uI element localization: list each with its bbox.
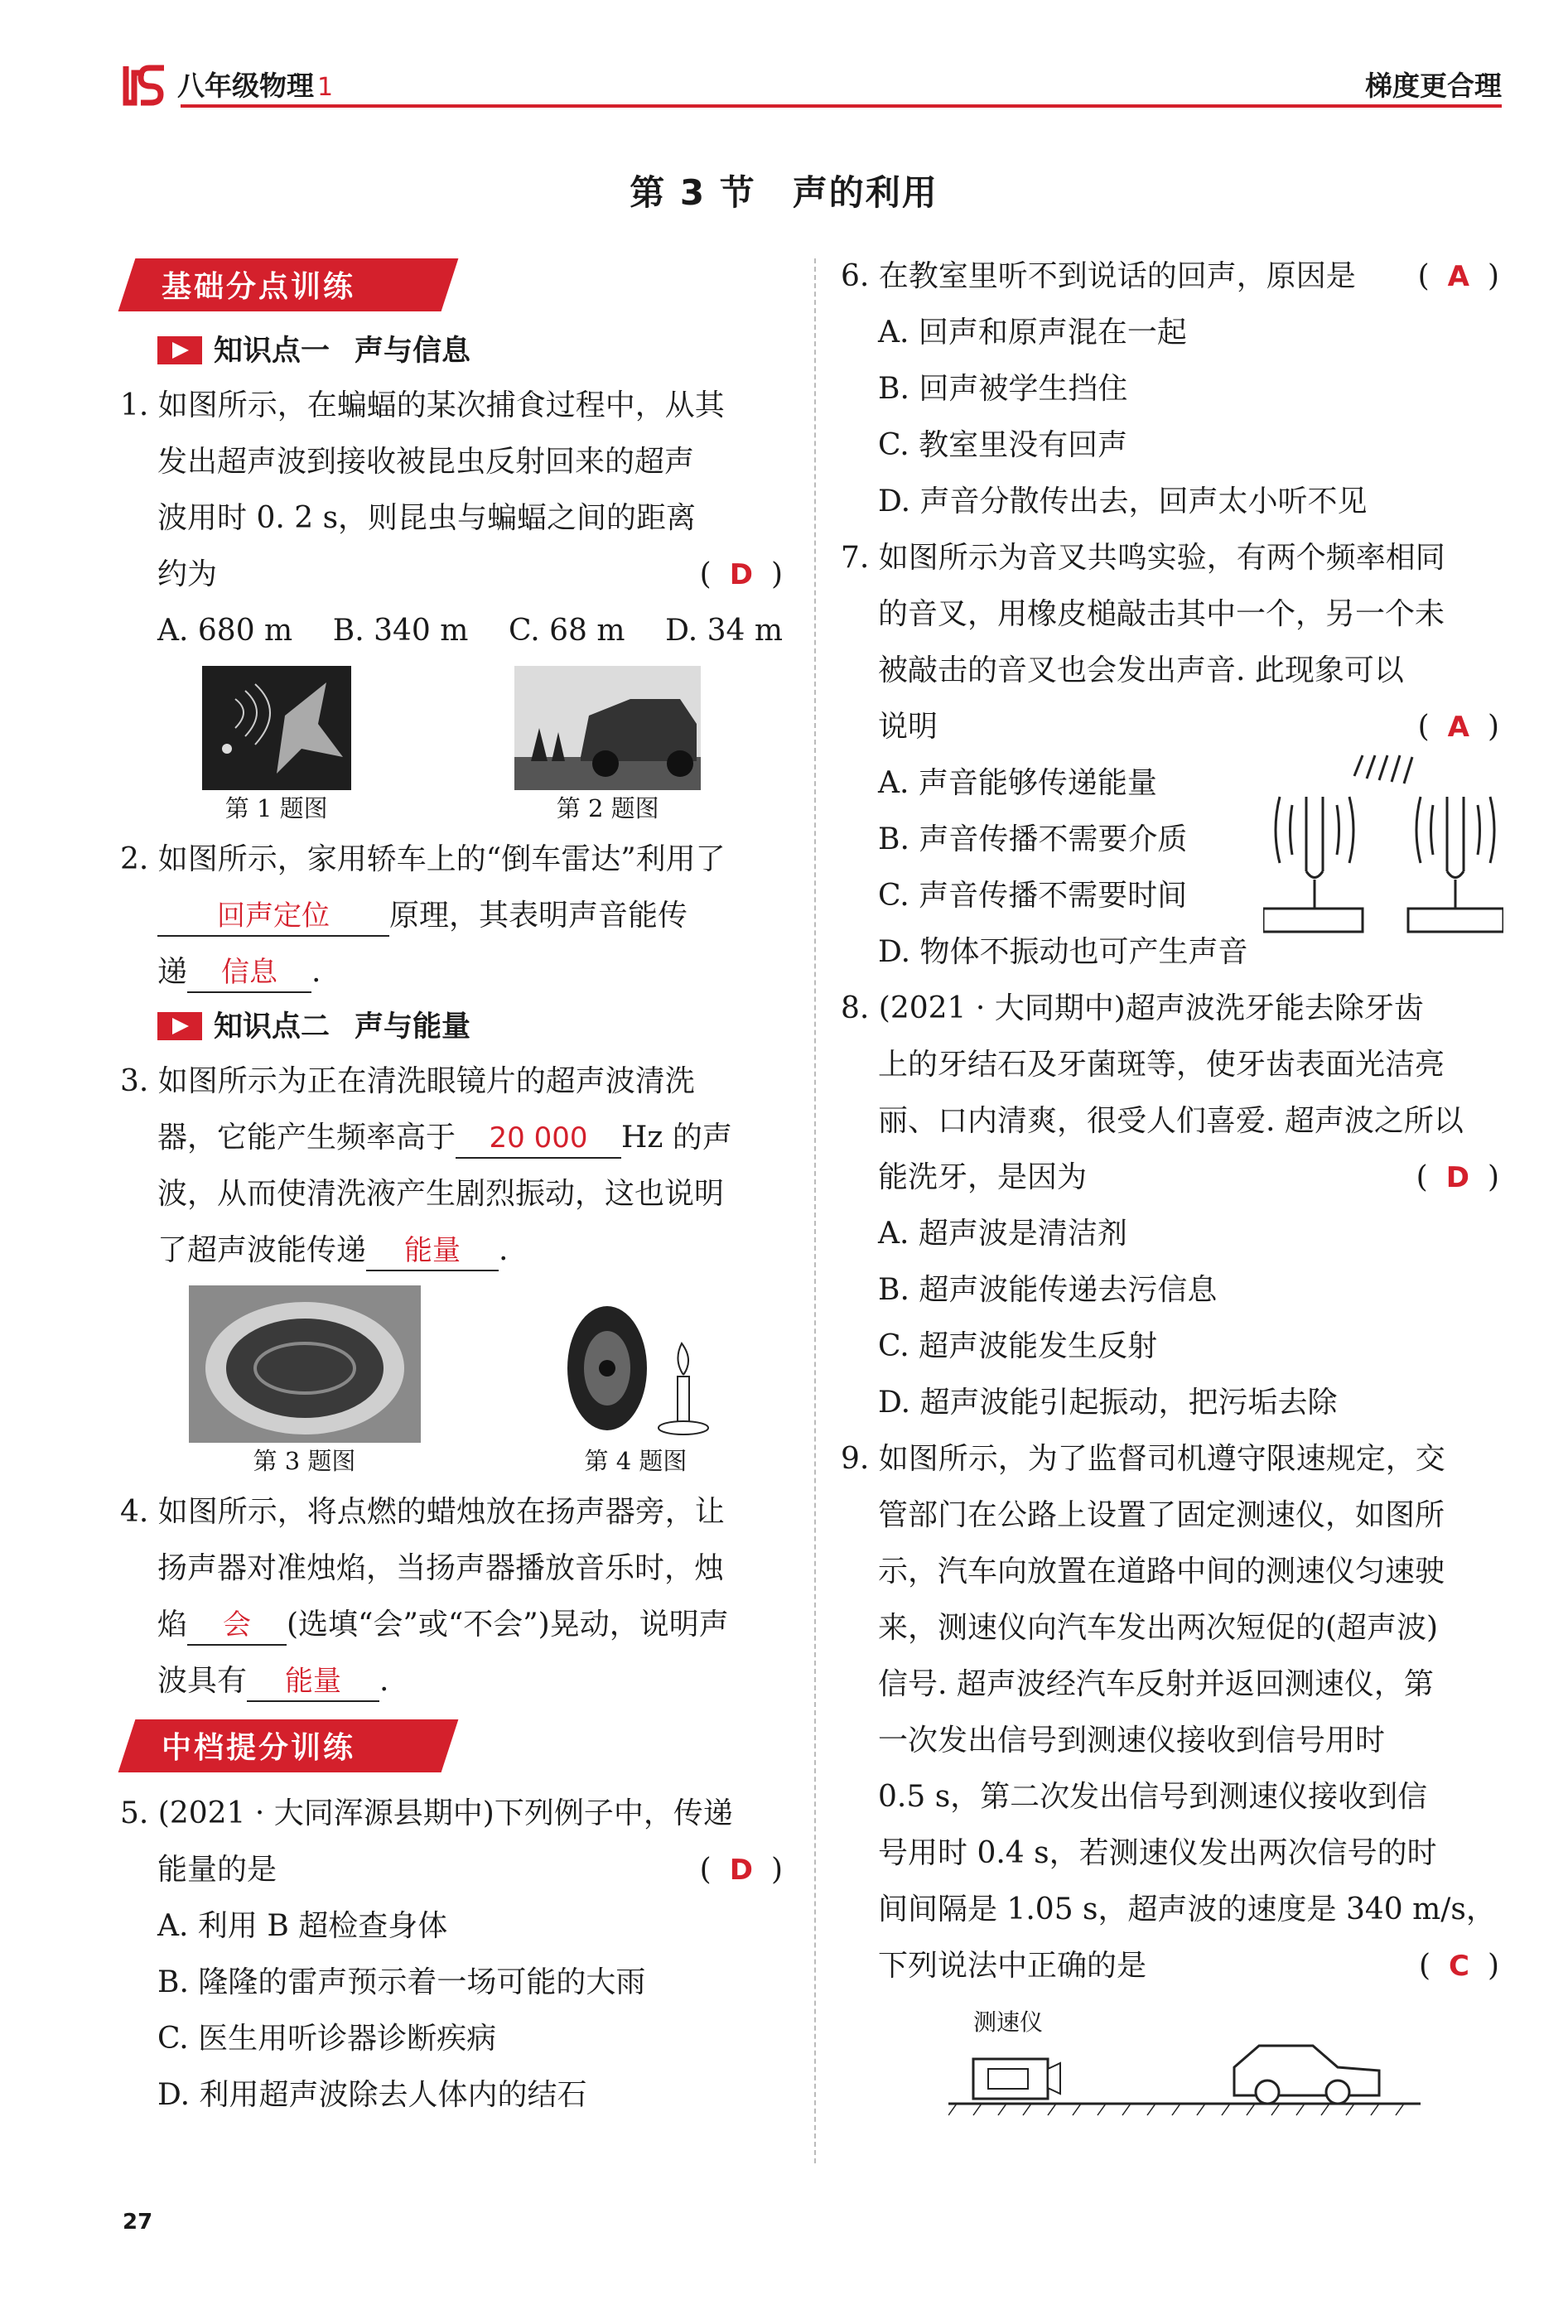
question-1: 1. 如图所示，在蝙蝠的某次捕食过程中，从其 发出超声波到接收被昆虫反射回来的超声 波用时 0. 2 s，则昆虫与蝙蝠之间的距离 约为 ( D ) A. 680 m B. 340 m C. 68 m D. 34 m: [120, 378, 783, 659]
page-header: [123, 58, 1502, 109]
banner-mid-training: 中档提分训练: [120, 1716, 783, 1776]
figure-3: 第 3 题图: [189, 1285, 421, 1479]
question-2: 2. 如图所示，家用轿车上的“倒车雷达”利用了 回声定位 原理，其表明声音能传 递 信息 .: [120, 832, 783, 1000]
column-divider: [814, 258, 816, 2163]
play-arrow-icon: [157, 1012, 202, 1040]
car-radar-photo: [514, 666, 701, 790]
q3-blank-1[interactable]: 20 000: [456, 1119, 621, 1159]
tuning-fork-figure: [1263, 747, 1503, 938]
knowledge-point-1: 知识点一 声与信息: [120, 325, 783, 378]
question-3: 3. 如图所示为正在清洗眼镜片的超声波清洗 器，它能产生频率高于 20 000 Hz 的声 波，从而使清洗液产生剧烈振动，这也说明 了超声波能传递 能量 .: [120, 1054, 783, 1279]
question-9: 9. 如图所示，为了监督司机遵守限速规定，交 管部门在公路上设置了固定测速仪，如图所 示，汽车向放置在道路中间的测速仪匀速驶 来，测速仪向汽车发出两次短促的(超声波) 信号. 超声波经汽车反射并返回测速仪，第 一次发出信号到测速仪接收到信号用时 0.5 s，第二次发出信号到测速仪接收到信 号用时 0.4 s，若测速仪发出两次信号的时 间间隔是 1.05 s，超声波的速度是 340 m/s， 下列说法中正确的是 ( C ) 测速仪: [841, 1431, 1499, 2129]
answer-7: ( A ): [1417, 710, 1499, 744]
section-title: 第 3 节 声的利用: [630, 172, 938, 213]
answer-5: ( D ): [699, 1853, 783, 1887]
figure-4: 第 4 题图: [557, 1285, 715, 1479]
question-4: 4. 如图所示，将点燃的蜡烛放在扬声器旁，让 扬声器对准烛焰，当扬声器播放音乐时，烛 焰 会 (选填“会”或“不会”)晃动，说明声 波具有 能量 .: [120, 1484, 783, 1709]
answer-8: ( D ): [1416, 1160, 1499, 1194]
question-6: 6. 在教室里听不到说话的回声，原因是 ( A ) A. 回声和原声混在一起 B. 回声被学生挡住 C. 教室里没有回声 D. 声音分散传出去，回声太小听不见: [841, 248, 1499, 530]
q1-options: A. 680 m B. 340 m C. 68 m D. 34 m: [157, 614, 783, 648]
figure-2: 第 2 题图: [514, 666, 701, 827]
q3-blank-2[interactable]: 能量: [366, 1232, 499, 1271]
right-column: [841, 248, 1499, 2129]
q4-blank-1[interactable]: 会: [187, 1606, 287, 1646]
figures-1-2: [120, 666, 783, 827]
answer-6: ( A ): [1417, 259, 1499, 293]
header-slogan: 梯度更合理: [1365, 70, 1502, 102]
figures-3-4: [120, 1285, 783, 1479]
answer-9: ( C ): [1418, 1949, 1499, 1983]
question-5: 5. (2021 · 大同浑源县期中)下列例子中，传递 能量的是 ( D ) A. 利用 B 超检查身体 B. 隆隆的雷声预示着一场可能的大雨 C. 医生用听诊器诊断疾病 D. 利用超声波除去人体内的结石: [120, 1796, 783, 2112]
left-column: [120, 248, 783, 2124]
publisher-logo-icon: [123, 61, 171, 106]
q2-blank-2[interactable]: 信息: [187, 953, 311, 993]
page-number: 27: [123, 2210, 153, 2235]
question-8: 8. (2021 · 大同期中)超声波洗牙能去除牙齿 上的牙结石及牙菌斑等，使牙齿表面光洁亮 丽、口内清爽，很受人们喜爱. 超声波之所以 能洗牙，是因为 ( D ) A. 超声波是清洁剂 B. 超声波能传递去污信息 C. 超声波能发生反射 D. 超声波能引起振动，把污垢去除: [841, 991, 1499, 1420]
answer-1: ( D ): [699, 557, 783, 591]
ultrasonic-cleaner-photo: [189, 1285, 421, 1443]
play-arrow-icon: [157, 336, 202, 364]
device-label: 测速仪: [973, 2008, 1044, 2036]
header-rule: [181, 104, 1502, 108]
speaker-candle-drawing: [557, 1285, 715, 1443]
knowledge-point-2: 知识点二 声与能量: [120, 1000, 783, 1054]
banner-basic-training: 基础分点训练: [120, 255, 783, 315]
question-7: 7. 如图所示为音叉共鸣实验，有两个频率相同 的音叉，用橡皮槌敲击其中一个，另一个未 被敲击的音叉也会发出声音. 此现象可以 说明 ( A ) A. 声音能够传递能量 B. 声音传播不需要介质 C. 声音传播不需要时间 D. 物体不振动也可产生声音: [841, 530, 1499, 981]
figure-1: 第 1 题图: [202, 666, 351, 827]
q2-blank-1[interactable]: 回声定位: [157, 897, 389, 937]
bat-photo: [202, 666, 351, 790]
q4-blank-2[interactable]: 能量: [247, 1662, 379, 1702]
book-title: 八年级物理 1: [177, 70, 334, 102]
speed-camera-figure: [841, 2004, 1499, 2129]
